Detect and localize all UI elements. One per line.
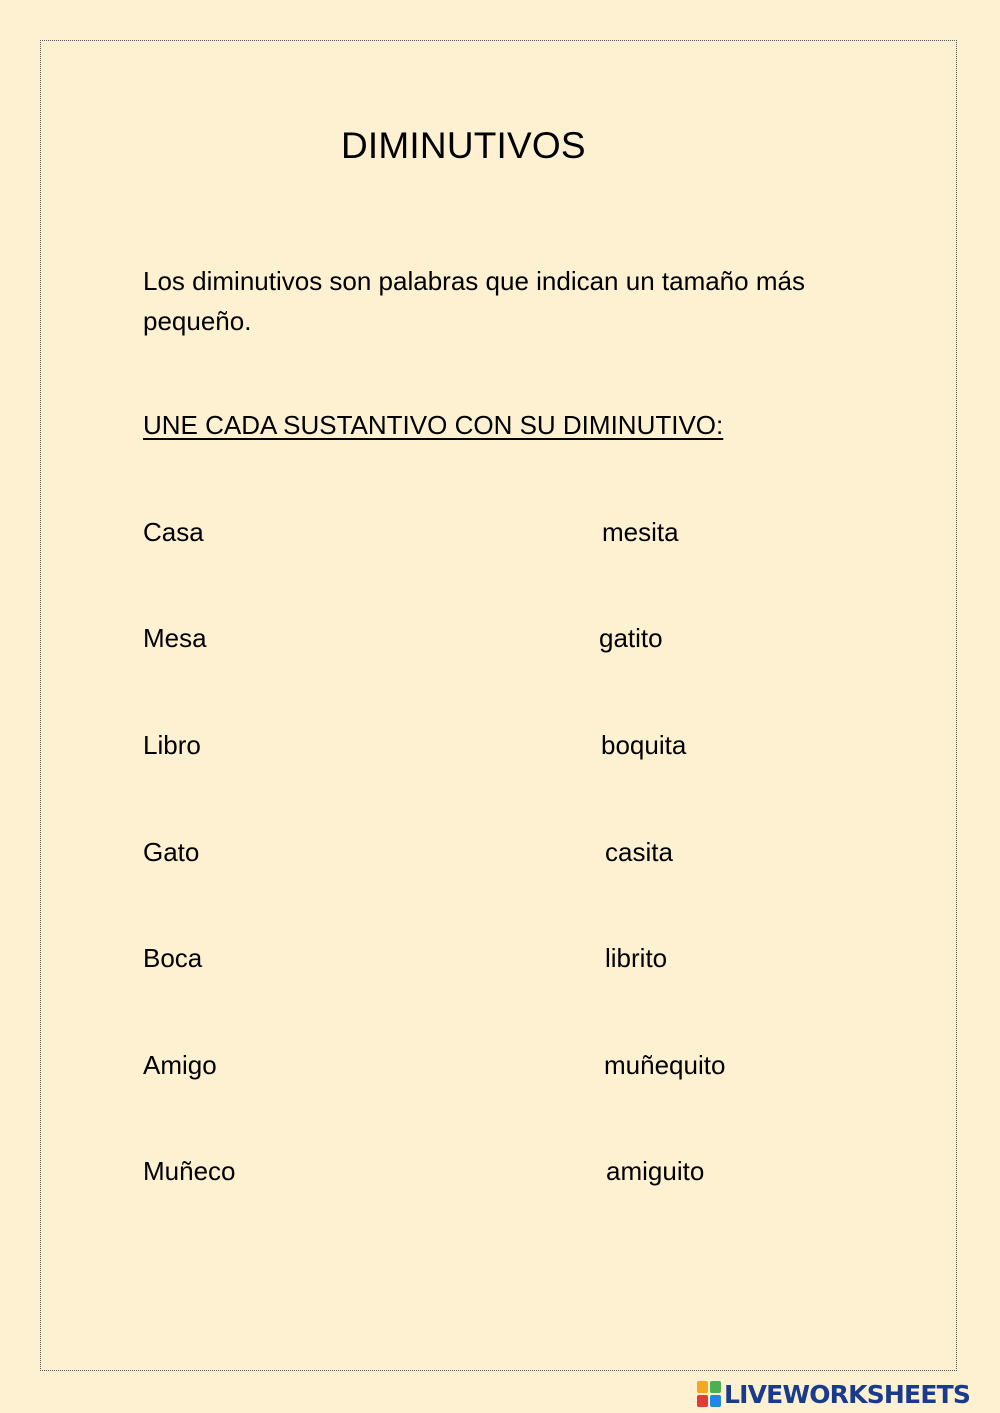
noun-item-boca[interactable]: Boca [143, 943, 203, 973]
diminutive-item-boquita[interactable]: boquita [601, 730, 687, 760]
diminutive-item-gatito[interactable]: gatito [599, 623, 663, 653]
intro-text: Los diminutivos son palabras que indican un tamaño más pequeño. [143, 266, 805, 336]
brand-square-icon [710, 1395, 721, 1407]
page-title: DIMINUTIVOS [341, 125, 586, 166]
noun-item-mesa[interactable]: Mesa [143, 623, 207, 653]
brand-name: LIVEWORKSHEETS [724, 1379, 971, 1409]
liveworksheets-logo [697, 1378, 970, 1410]
brand-square-icon [697, 1381, 708, 1393]
diminutive-item-librito[interactable]: librito [605, 943, 668, 973]
instruction-heading: UNE CADA SUSTANTIVO CON SU DIMINUTIVO: [143, 410, 724, 440]
diminutive-item-amiguito[interactable]: amiguito [606, 1156, 705, 1186]
diminutive-item-munequito[interactable]: muñequito [604, 1050, 726, 1080]
diminutive-item-casita[interactable]: casita [605, 837, 673, 867]
brand-squares-icon [697, 1381, 721, 1407]
noun-item-gato[interactable]: Gato [143, 837, 200, 867]
noun-item-libro[interactable]: Libro [143, 730, 201, 760]
brand-square-icon [697, 1395, 708, 1407]
brand-square-icon [710, 1381, 721, 1393]
diminutive-item-mesita[interactable]: mesita [602, 517, 679, 547]
noun-item-casa[interactable]: Casa [143, 517, 204, 547]
noun-item-muneco[interactable]: Muñeco [143, 1156, 236, 1186]
noun-item-amigo[interactable]: Amigo [143, 1050, 217, 1080]
